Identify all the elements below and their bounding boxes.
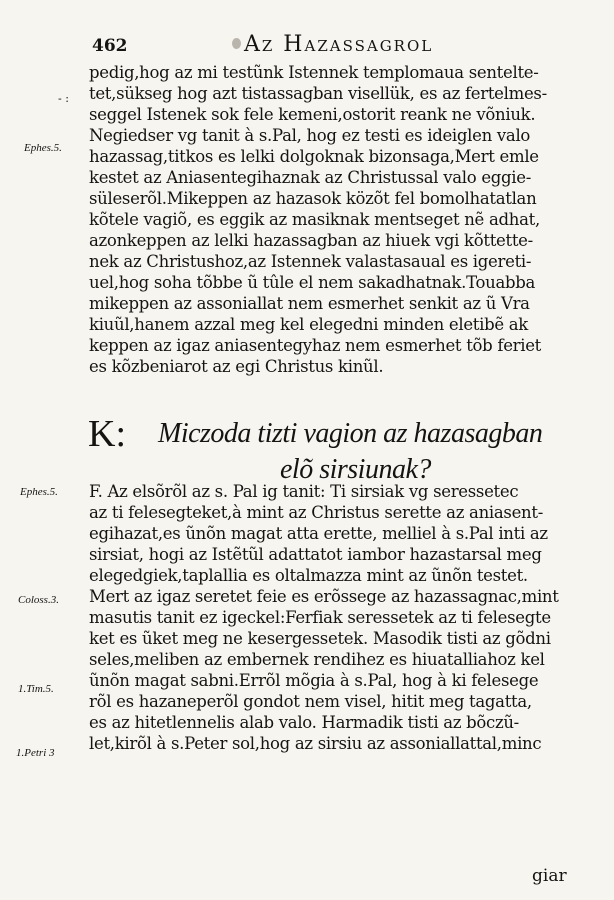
text-line: Mert az igaz seretet feie es erõssege az hazassagnac,mint (89, 587, 559, 606)
text-line: elegedgiek,taplallia es oltalmazza mint az ũnõn testet. (89, 566, 528, 585)
page-number: 462 (92, 36, 128, 56)
text-line: seggel Istenek sok fele kemeni,ostorit reank ne võniuk. (89, 105, 536, 124)
text-line: kestet az Aniasentegihaznak az Christussal valo eggie- (89, 168, 532, 187)
text-line: nek az Christushoz,az Istennek valastasaual es igereti- (89, 252, 532, 271)
text-line: hazassag,titkos es lelki dolgoknak bizonsaga,Mert emle (89, 147, 539, 166)
margin-note-tim: 1.Tim.5. (18, 683, 54, 695)
text-line: ũnõn magat sabni.Errõl mõgia à s.Pal, hog à ki felesege (89, 671, 539, 690)
text-line: ket es ũket meg ne kesergessetek. Masodik tisti az gõdni (89, 629, 551, 648)
body-text-upper (89, 62, 569, 377)
page-header (92, 30, 562, 60)
question-line-1: Miczoda tizti vagion az hazasagban (158, 418, 543, 449)
margin-note-petri: 1.Petri 3 (16, 747, 55, 759)
catchword: giar (532, 866, 567, 886)
text-line: az ti felesegteket,à mint az Christus serette az aniasent- (89, 503, 543, 522)
text-line: seles,meliben az embernek rendihez es hiuatalliahoz kel (89, 650, 545, 669)
ink-blot (232, 38, 241, 49)
text-line: kõtele vagiõ, es eggik az masiknak mentseget nẽ adhat, (89, 210, 540, 229)
text-line: uel,hog soha tõbbe ũ tûle el nem sakadhatnak.Touabba (89, 273, 536, 292)
margin-mark: - : (58, 92, 69, 105)
text-line: es az hitetlennelis alab valo. Harmadik tisti az bõczũ- (89, 713, 519, 732)
text-line: sirsiat, hogi az Istẽtũl adattatot iambor hazastarsal meg (89, 545, 542, 564)
margin-note-coloss: Coloss.3. (18, 594, 59, 606)
text-line: masutis tanit ez igeckel:Ferfiak seressetek az ti felesegte (89, 608, 551, 627)
body-text-lower (89, 481, 569, 754)
text-line: mikeppen az assoniallat nem esmerhet senkit az ũ Vra (89, 294, 530, 313)
question-line-2: elõ sirsiunak? (280, 454, 431, 485)
text-line: es kõzbeniarot az egi Christus kinũl. (89, 357, 384, 376)
margin-note-ephes-2: Ephes.5. (20, 486, 58, 498)
text-line: keppen az igaz aniasentegyhaz nem esmerhet tõb feriet (89, 336, 542, 355)
text-line: tet,sükseg hog azt tistassagban visellük, es az fertelmes- (89, 84, 547, 103)
text-line: F. Az elsõrõl az s. Pal ig tanit: Ti sirsiak vg seressetec (89, 482, 519, 501)
text-line: egihazat,es ũnõn magat atta erette, melliel à s.Pal inti az (89, 524, 548, 543)
text-line: kiuũl,hanem azzal meg kel elegedni minden eletibẽ ak (89, 315, 528, 334)
text-line: azonkeppen az lelki hazassagban az hiuek vgi kõttette- (89, 231, 533, 250)
running-title: Az Hazassagrol (244, 32, 434, 57)
margin-note-ephes-1: Ephes.5. (24, 142, 62, 154)
text-line: rõl es hazaneperõl gondot nem visel, hitit meg tagatta, (89, 692, 532, 711)
question-letter: K: (88, 413, 126, 455)
text-line: let,kirõl à s.Peter sol,hog az sirsiu az assoniallattal,minc (89, 734, 542, 753)
text-line: pedig,hog az mi testũnk Istennek templomaua sentelte- (89, 63, 539, 82)
text-line: Negiedser vg tanit à s.Pal, hog ez testi es ideiglen valo (89, 126, 531, 145)
text-line: süleserõl.Mikeppen az hazasok közõt fel bomolhatatlan (89, 189, 537, 208)
